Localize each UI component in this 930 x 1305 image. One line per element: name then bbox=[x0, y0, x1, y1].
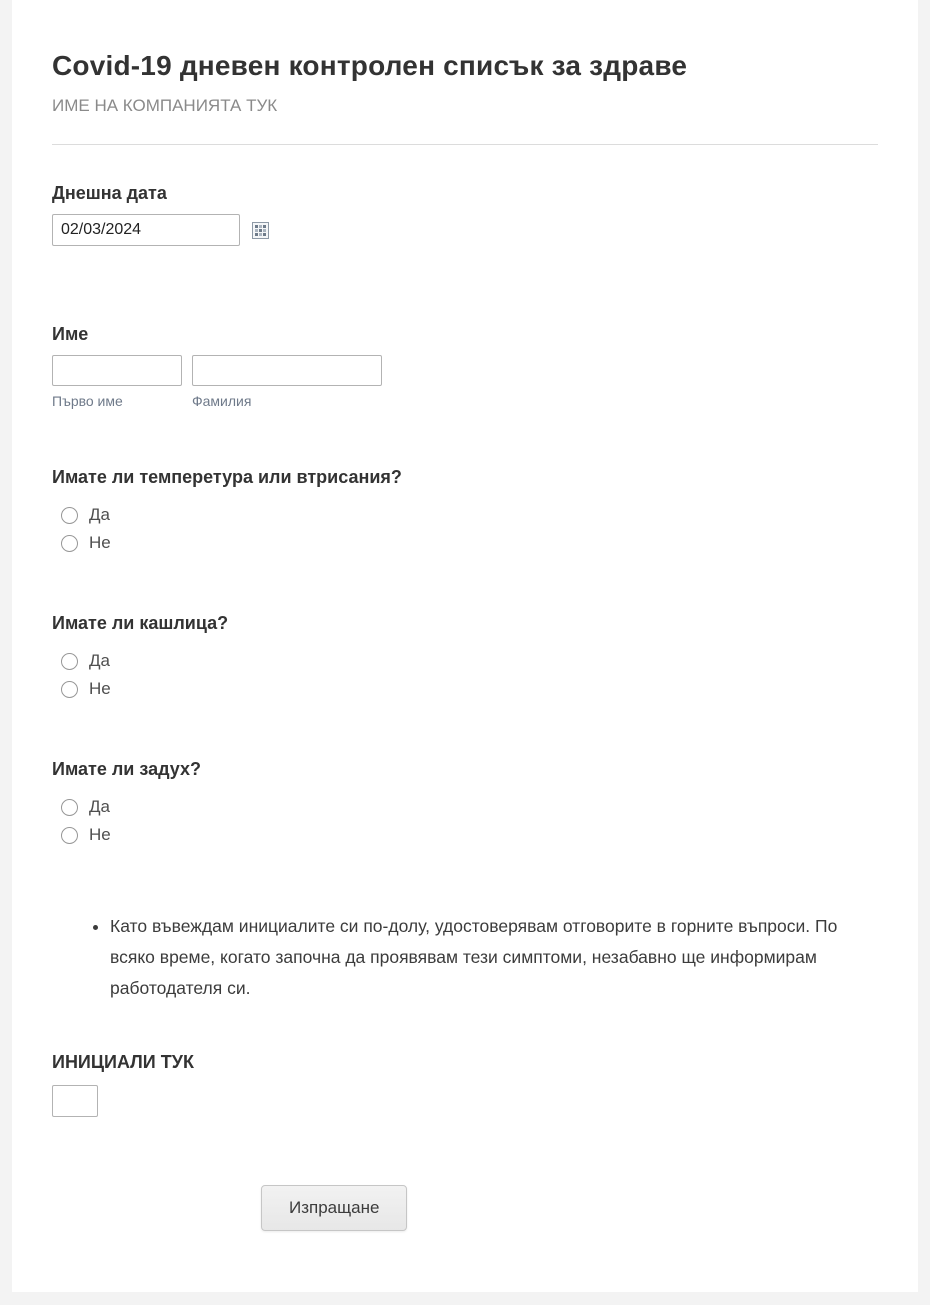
question-cough-section bbox=[52, 613, 878, 703]
name-input-row bbox=[52, 355, 878, 409]
consent-text: • Като въвеждам инициалите си по-долу, удостоверявам отговорите в горните въпроси. По всяко време, когато започна да проявявам тези симптоми, незабавно ще информирам работодателя си. bbox=[110, 911, 878, 1004]
radio-button[interactable] bbox=[61, 681, 78, 698]
company-name-subtitle: ИМЕ НА КОМПАНИЯТА ТУК bbox=[52, 96, 278, 115]
radio-button[interactable] bbox=[61, 507, 78, 524]
date-field-section bbox=[52, 183, 878, 246]
question-fever-option-yes[interactable] bbox=[52, 501, 878, 529]
first-name-sublabel: Първо име bbox=[52, 393, 123, 409]
last-name-input[interactable] bbox=[192, 355, 382, 386]
question-breath-option-no[interactable] bbox=[52, 821, 878, 849]
initials-input[interactable] bbox=[52, 1085, 98, 1117]
date-field-label: Днешна дата bbox=[52, 183, 167, 203]
first-name-input[interactable] bbox=[52, 355, 182, 386]
question-fever-label: Имате ли темперетура или втрисания? bbox=[52, 467, 402, 487]
last-name-column bbox=[192, 355, 382, 409]
form-title: Covid-19 дневен контролен списък за здраве bbox=[52, 50, 688, 81]
initials-field-label: ИНИЦИАЛИ ТУК bbox=[52, 1052, 194, 1072]
form-header bbox=[52, 50, 878, 116]
radio-option-label: Да bbox=[89, 505, 110, 524]
last-name-sublabel: Фамилия bbox=[192, 393, 252, 409]
radio-option-label: Не bbox=[89, 533, 111, 552]
submit-row bbox=[52, 1185, 878, 1231]
radio-option-label: Да bbox=[89, 797, 110, 816]
question-cough-option-yes[interactable] bbox=[52, 647, 878, 675]
radio-option-label: Не bbox=[89, 825, 111, 844]
radio-button[interactable] bbox=[61, 799, 78, 816]
name-field-label: Име bbox=[52, 324, 89, 344]
question-breath-label: Имате ли задух? bbox=[52, 759, 201, 779]
date-input-row bbox=[52, 214, 878, 246]
header-divider bbox=[52, 144, 878, 145]
initials-field-section bbox=[52, 1052, 878, 1117]
question-cough-label: Имате ли кашлица? bbox=[52, 613, 229, 633]
form-card bbox=[12, 0, 918, 1292]
question-cough-option-no[interactable] bbox=[52, 675, 878, 703]
consent-text-list bbox=[52, 911, 878, 1004]
name-field-section bbox=[52, 324, 878, 409]
radio-option-label: Не bbox=[89, 679, 111, 698]
date-input[interactable] bbox=[52, 214, 240, 246]
submit-button[interactable]: Изпращане bbox=[261, 1185, 407, 1231]
radio-button[interactable] bbox=[61, 827, 78, 844]
radio-button[interactable] bbox=[61, 653, 78, 670]
first-name-column bbox=[52, 355, 182, 409]
radio-button[interactable] bbox=[61, 535, 78, 552]
question-fever-option-no[interactable] bbox=[52, 529, 878, 557]
question-breath-option-yes[interactable] bbox=[52, 793, 878, 821]
radio-option-label: Да bbox=[89, 651, 110, 670]
question-fever-section bbox=[52, 467, 878, 557]
calendar-icon[interactable] bbox=[252, 222, 269, 239]
question-breath-section bbox=[52, 759, 878, 849]
